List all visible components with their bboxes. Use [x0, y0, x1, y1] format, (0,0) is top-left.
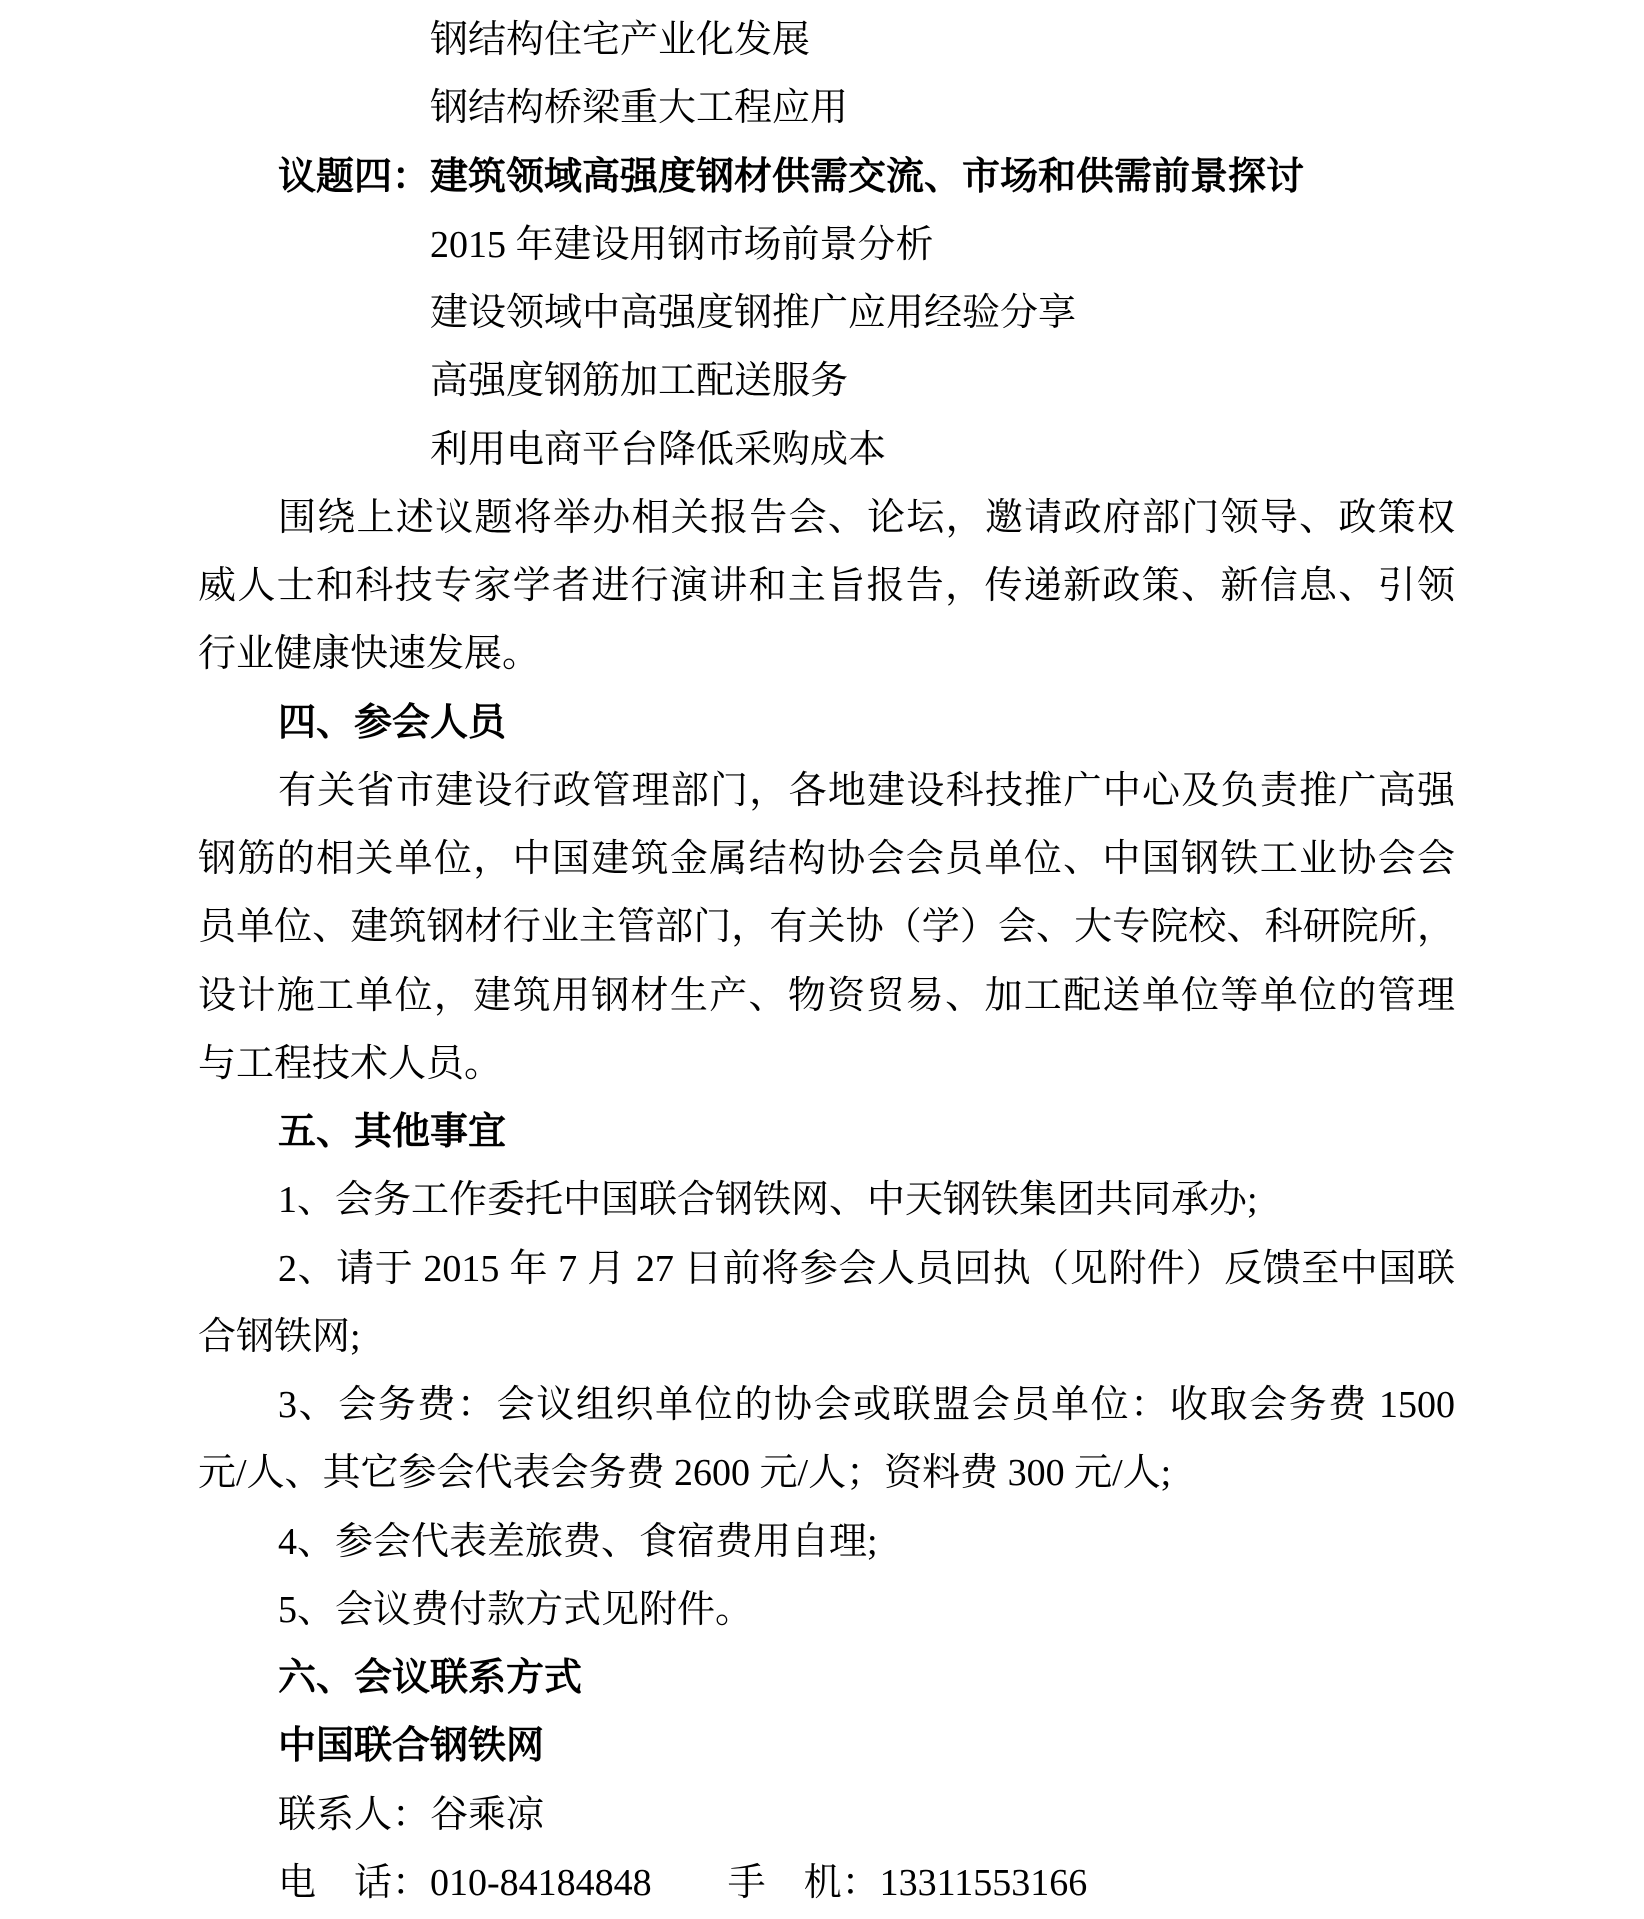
text-line: 四、参会人员	[278, 701, 507, 744]
text-line: 3、会务费：会议组织单位的协会或联盟会员单位：收取会务费 1500	[278, 1384, 1455, 1426]
text-line: 联系人：谷乘凉	[278, 1793, 545, 1836]
text-line: 5、会议费付款方式见附件。	[278, 1588, 754, 1631]
text-line: 五、其他事宜	[278, 1111, 507, 1153]
text-line: 中国联合钢铁网	[278, 1725, 545, 1768]
text-line: 2、请于 2015 年 7 月 27 日前将参会人员回执（见附件）反馈至中国联	[278, 1247, 1455, 1290]
text-line: 钢结构桥梁重大工程应用	[430, 87, 849, 130]
text-line: 高强度钢筋加工配送服务	[430, 360, 849, 403]
text-line: 1、会务工作委托中国联合钢铁网、中天钢铁集团共同承办;	[278, 1179, 1258, 1222]
text-line: 钢筋的相关单位，中国建筑金属结构协会会员单位、中国钢铁工业协会会	[198, 838, 1455, 880]
text-line: 电 话：010-84184848 手 机：13311553166	[278, 1861, 1088, 1904]
text-line: 4、参会代表差旅费、食宿费用自理;	[278, 1520, 878, 1563]
text-line: 议题四：建筑领域高强度钢材供需交流、市场和供需前景探讨	[278, 155, 1305, 198]
text-line: 有关省市建设行政管理部门，各地建设科技推广中心及负责推广高强	[278, 769, 1455, 812]
text-line: 行业健康快速发展。	[198, 633, 541, 676]
text-line: 威人士和科技专家学者进行演讲和主旨报告，传递新政策、新信息、引领	[198, 565, 1455, 607]
document-body	[198, 6, 1455, 1917]
text-line: 利用电商平台降低采购成本	[430, 428, 887, 471]
text-line: 合钢铁网;	[198, 1315, 361, 1358]
text-line: 元/人、其它参会代表会务费 2600 元/人；资料费 300 元/人;	[198, 1452, 1172, 1495]
text-line: 2015 年建设用钢市场前景分析	[430, 223, 934, 266]
text-line: 围绕上述议题将举办相关报告会、论坛，邀请政府部门领导、政策权	[278, 496, 1455, 539]
text-line: 员单位、建筑钢材行业主管部门，有关协（学）会、大专院校、科研院所，	[198, 906, 1455, 949]
text-line: 设计施工单位，建筑用钢材生产、物资贸易、加工配送单位等单位的管理	[198, 974, 1455, 1017]
text-line: 建设领域中高强度钢推广应用经验分享	[430, 292, 1077, 334]
text-line: 与工程技术人员。	[198, 1042, 503, 1085]
text-line: 钢结构住宅产业化发展	[430, 19, 811, 61]
text-line: 六、会议联系方式	[278, 1657, 583, 1699]
